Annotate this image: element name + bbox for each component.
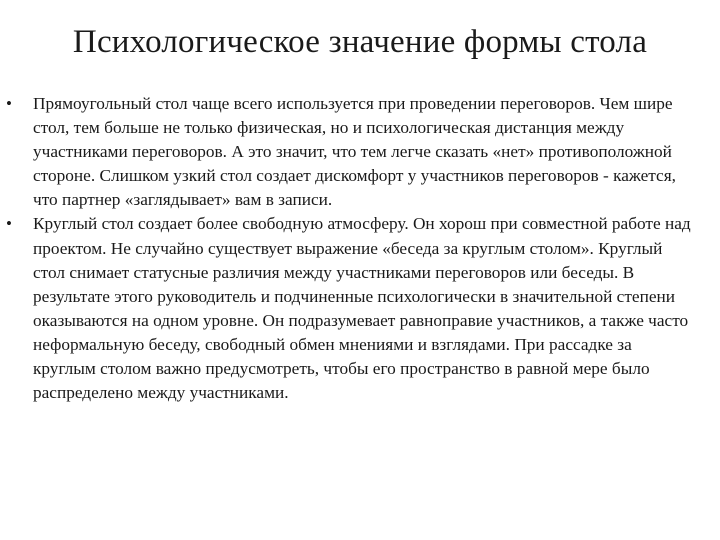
bullet-item-round-table	[6, 212, 696, 405]
bullet-item-rectangular-table	[6, 92, 696, 212]
bullet-text: Прямоугольный стол чаще всего используется при проведении переговоров. Чем шире стол, тем больше не только физическая, но и психологическая дистанция между участниками переговоров. А это значит, что тем легче сказать «нет» противоположной стороне. Слишком узкий стол создает дискомфорт у участников переговоров - кажется, что партнер «заглядывает» вам в записи.	[33, 94, 676, 210]
slide-title: Психологическое значение формы стола	[72, 24, 648, 60]
bullet-marker: •	[6, 214, 12, 234]
bullet-list	[6, 92, 696, 405]
bullet-marker: •	[6, 94, 12, 113]
bullet-text: Круглый стол создает более свободную атмосферу. Он хорош при совместной работе над проектом. Не случайно существует выражение «беседа за круглым столом». Круглый стол снимает статусные различия между участниками переговоров или беседы. В результате этого руководитель и подчиненные психологически в значительной степени оказываются на одном уровне. Он подразумевает равноправие участников, а также часто неформальную беседу, свободный обмен мнениями и взглядами. При рассадке за круглым столом важно предусмотреть, чтобы его пространство в равной мере было распределено между участниками.	[33, 214, 691, 403]
